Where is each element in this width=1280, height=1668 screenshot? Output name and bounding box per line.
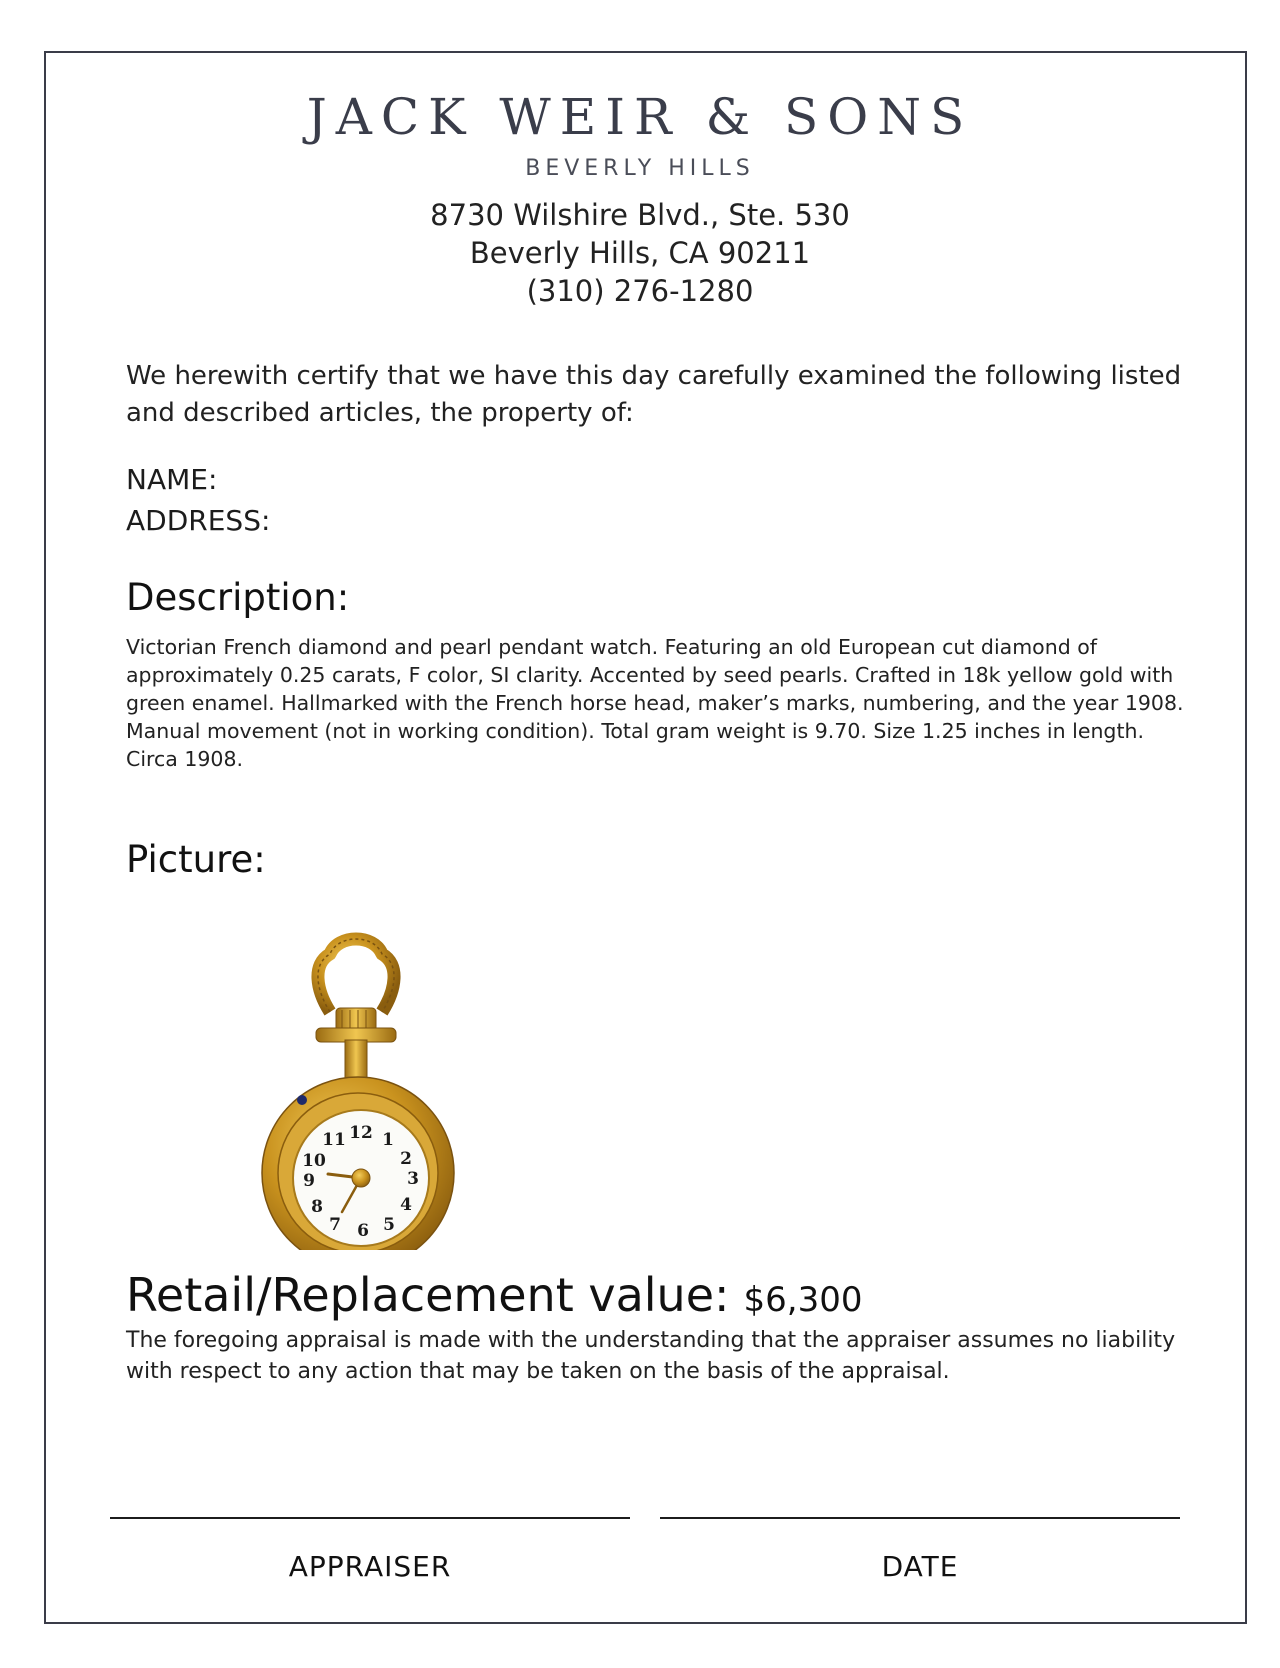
dial-numeral-3: 3 [407,1169,419,1189]
dial-numeral-2: 2 [400,1149,412,1169]
certification-intro: We herewith certify that we have this day carefully examined the following listed and described articles, the property of: [126,361,1182,428]
pocket-watch-image [246,920,476,1250]
dial-numeral-7: 7 [329,1215,341,1235]
address-label: ADDRESS: [126,504,271,537]
dial-numeral-11: 11 [322,1130,346,1150]
picture-heading: Picture: [126,838,266,881]
address-line-1: 8730 Wilshire Blvd., Ste. 530 [430,198,850,232]
description-heading: Description: [126,576,350,619]
dial-numeral-1: 1 [382,1130,394,1150]
valuation-row [126,1268,862,1322]
date-signature-line [660,1517,1180,1519]
dial-numeral-10: 10 [302,1151,326,1171]
description-text: Victorian French diamond and pearl pendant watch. Featuring an old European cut diamond of approximately 0.25 carats, F color, SI clarity. Accented by seed pearls. Crafted in 18k yellow gold with green enamel. Hallmarked with the French horse head, maker’s marks, numbering, and the year 1908. Manual movement (not in working condition). Total gram weight is 9.70. Size 1.25 inches in length. Circa 1908. [126,635,1184,771]
appraisal-disclaimer: The foregoing appraisal is made with the understanding that the appraiser assumes no liability with respect to any action that may be taken on the basis of the appraisal. [126,1328,1176,1384]
dial-numeral-5: 5 [383,1215,395,1235]
name-label: NAME: [126,463,218,496]
appraiser-label: APPRAISER [288,1550,452,1583]
valuation-amount: $6,300 [743,1280,863,1320]
brand-name: JACK WEIR & SONS [306,88,974,146]
brand-city: BEVERLY HILLS [525,156,755,181]
phone-number: (310) 276-1280 [526,274,754,308]
date-label: DATE [881,1550,959,1583]
dial-numeral-9: 9 [303,1171,315,1191]
dial-numeral-6: 6 [357,1221,369,1241]
dial-numeral-4: 4 [400,1195,412,1215]
valuation-label: Retail/Replacement value: [126,1268,730,1322]
pocket-watch-icon [246,920,476,1250]
dial-numeral-12: 12 [349,1123,373,1143]
appraiser-signature-line [110,1517,630,1519]
address-line-2: Beverly Hills, CA 90211 [469,236,811,270]
dial-numeral-8: 8 [311,1197,323,1217]
